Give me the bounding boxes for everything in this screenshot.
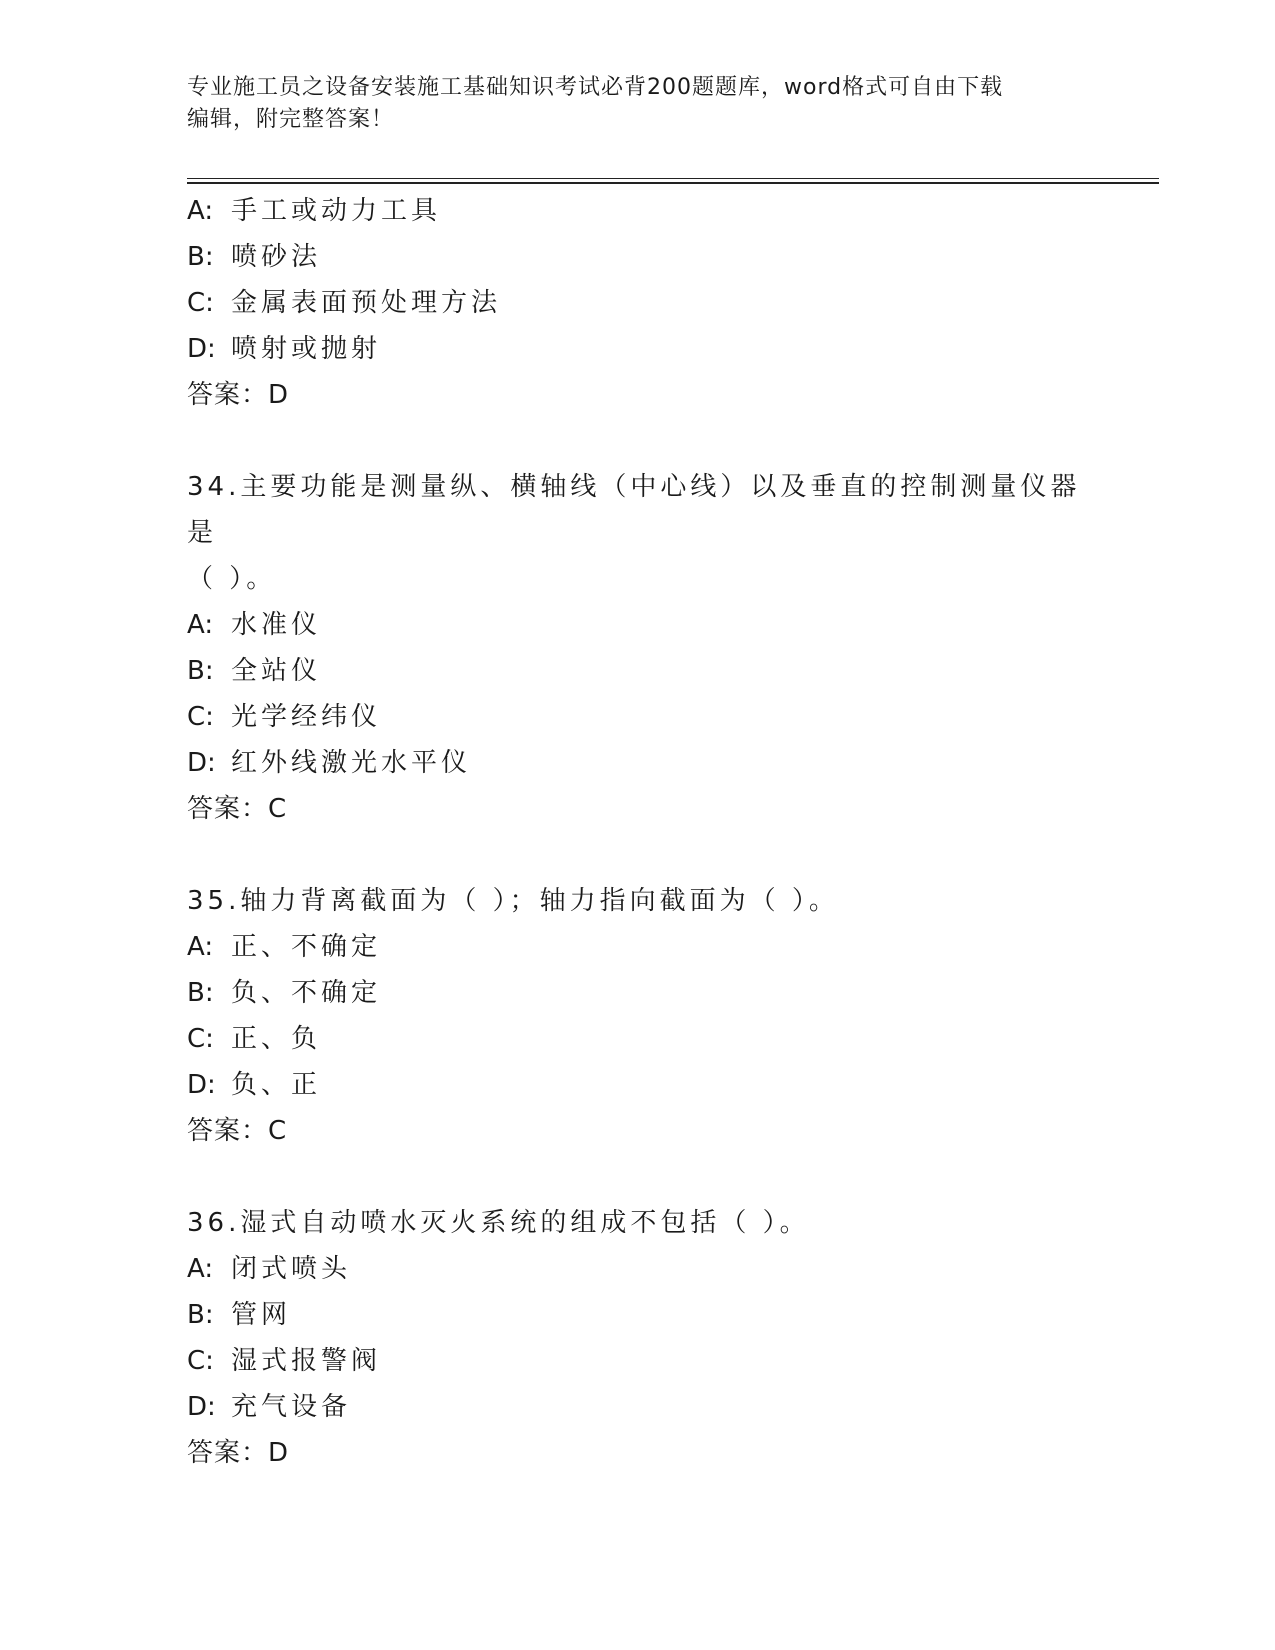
option-letter: A:: [187, 610, 214, 640]
option-text: 光学经纬仪: [231, 702, 382, 732]
option-letter: D:: [187, 748, 216, 778]
header-line-1: 专业施工员之设备安装施工基础知识考试必背200题题库，word格式可自由下载: [187, 75, 1004, 100]
option-letter: C:: [187, 702, 214, 732]
option-d: [187, 740, 1087, 786]
option-d: [187, 1384, 1087, 1430]
answer: 答案：D: [187, 380, 290, 410]
question-stem-continued: （ ）。: [187, 564, 277, 594]
option-letter: B:: [187, 978, 214, 1008]
option-letter: A:: [187, 196, 214, 226]
option-letter: C:: [187, 288, 214, 318]
answer: 答案：C: [187, 794, 288, 824]
option-letter: D:: [187, 334, 216, 364]
option-text: 负、不确定: [231, 978, 382, 1008]
question-35: [187, 878, 1087, 1154]
option-text: 管网: [231, 1300, 292, 1330]
option-c: [187, 1016, 1087, 1062]
option-c: [187, 1338, 1087, 1384]
question-stem: 35.轴力背离截面为（ ）；轴力指向截面为（ ）。: [187, 886, 839, 916]
header-line-2: 编辑，附完整答案！: [187, 107, 395, 132]
option-text: 湿式报警阀: [231, 1346, 382, 1376]
option-text: 金属表面预处理方法: [231, 288, 502, 318]
header-divider-bottom: [187, 182, 1159, 184]
option-letter: D:: [187, 1392, 216, 1422]
option-b: [187, 234, 1087, 280]
option-text: 手工或动力工具: [231, 196, 442, 226]
option-letter: A:: [187, 932, 214, 962]
option-text: 充气设备: [231, 1392, 352, 1422]
question-list: [187, 188, 1087, 1476]
option-c: [187, 280, 1087, 326]
option-b: [187, 1292, 1087, 1338]
spacer: [187, 1154, 1087, 1200]
option-a: [187, 1246, 1087, 1292]
question-stem: 36.湿式自动喷水灭火系统的组成不包括（ ）。: [187, 1208, 810, 1238]
option-letter: D:: [187, 1070, 216, 1100]
option-letter: B:: [187, 1300, 214, 1330]
option-letter: C:: [187, 1346, 214, 1376]
option-letter: B:: [187, 656, 214, 686]
spacer: [187, 418, 1087, 464]
option-text: 全站仪: [231, 656, 322, 686]
option-c: [187, 694, 1087, 740]
question-33: [187, 188, 1087, 418]
option-text: 闭式喷头: [231, 1254, 352, 1284]
option-b: [187, 648, 1087, 694]
question-36: [187, 1200, 1087, 1476]
option-b: [187, 970, 1087, 1016]
answer: 答案：D: [187, 1438, 290, 1468]
option-text: 负、正: [231, 1070, 322, 1100]
option-d: [187, 1062, 1087, 1108]
option-text: 水准仪: [231, 610, 322, 640]
option-d: [187, 326, 1087, 372]
option-a: [187, 602, 1087, 648]
question-34: [187, 464, 1087, 832]
spacer: [187, 832, 1087, 878]
answer: 答案：C: [187, 1116, 288, 1146]
option-letter: A:: [187, 1254, 214, 1284]
option-text: 红外线激光水平仪: [231, 748, 472, 778]
document-header: [187, 72, 1087, 136]
option-text: 正、不确定: [231, 932, 382, 962]
option-text: 正、负: [231, 1024, 322, 1054]
option-text: 喷砂法: [231, 242, 322, 272]
option-letter: C:: [187, 1024, 214, 1054]
header-divider-top: [187, 178, 1159, 179]
option-a: [187, 188, 1087, 234]
option-letter: B:: [187, 242, 214, 272]
option-a: [187, 924, 1087, 970]
option-text: 喷射或抛射: [231, 334, 382, 364]
question-stem: 34.主要功能是测量纵、横轴线（中心线）以及垂直的控制测量仪器是: [187, 472, 1081, 548]
